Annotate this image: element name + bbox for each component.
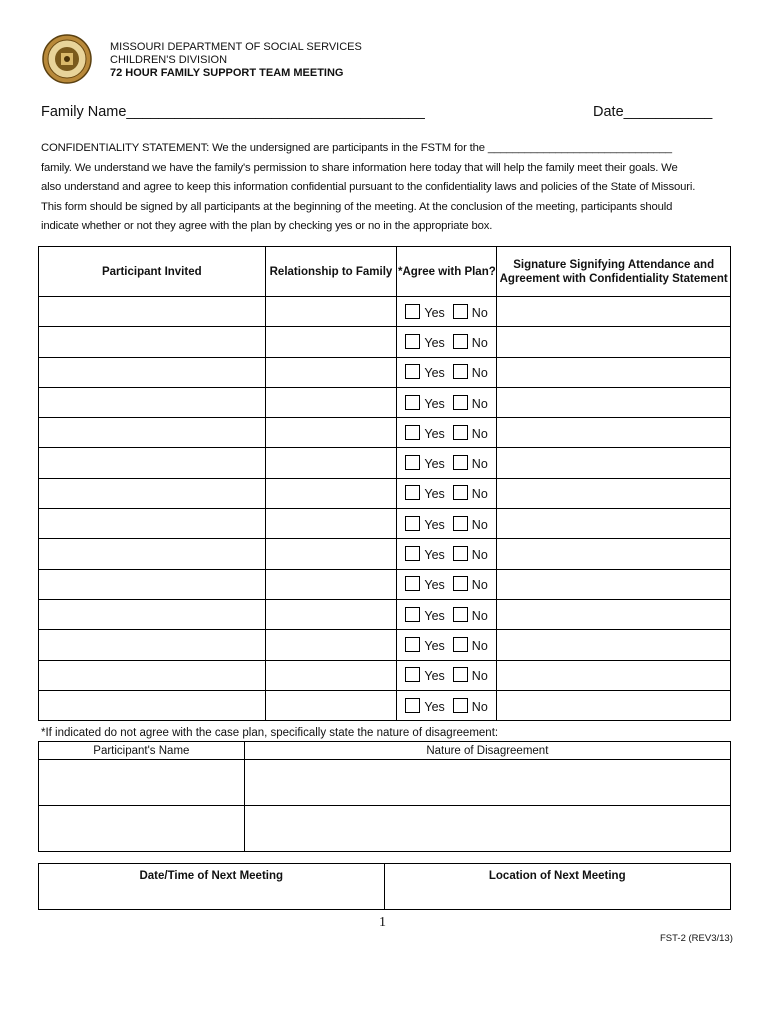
relationship-cell[interactable] xyxy=(265,690,397,720)
participant-cell[interactable] xyxy=(39,660,266,690)
signature-cell[interactable] xyxy=(497,539,731,569)
signature-cell[interactable] xyxy=(497,357,731,387)
no-label: No xyxy=(471,669,488,684)
form-title: 72 HOUR FAMILY SUPPORT TEAM MEETING xyxy=(110,67,344,79)
agree-cell xyxy=(397,448,497,478)
relationship-cell[interactable] xyxy=(265,297,397,327)
no-checkbox[interactable] xyxy=(453,364,468,379)
participant-cell[interactable] xyxy=(39,327,266,357)
agree-cell xyxy=(397,418,497,448)
no-checkbox[interactable] xyxy=(453,546,468,561)
col-relationship-header: Relationship to Family xyxy=(265,247,397,297)
participant-row xyxy=(39,387,731,417)
participant-row xyxy=(39,418,731,448)
yes-label: Yes xyxy=(424,608,445,623)
col-agree-header: *Agree with Plan? xyxy=(397,247,497,297)
relationship-cell[interactable] xyxy=(265,630,397,660)
participant-cell[interactable] xyxy=(39,690,266,720)
disagreement-note: *If indicated do not agree with the case plan, specifically state the nature of disagreement: xyxy=(41,727,499,739)
participant-cell[interactable] xyxy=(39,357,266,387)
participant-cell[interactable] xyxy=(39,599,266,629)
yes-label: Yes xyxy=(424,669,445,684)
participants-table xyxy=(38,246,731,721)
agree-cell xyxy=(397,539,497,569)
participant-row xyxy=(39,599,731,629)
next-meeting-table xyxy=(38,863,731,910)
col-nature-header: Nature of Disagreement xyxy=(244,742,730,760)
agree-cell xyxy=(397,297,497,327)
relationship-cell[interactable] xyxy=(265,478,397,508)
participant-row xyxy=(39,690,731,720)
participant-cell[interactable] xyxy=(39,630,266,660)
document-header xyxy=(110,41,362,80)
no-checkbox[interactable] xyxy=(453,576,468,591)
yes-checkbox[interactable] xyxy=(405,667,420,682)
yes-label: Yes xyxy=(424,426,445,441)
participant-cell[interactable] xyxy=(39,448,266,478)
yes-label: Yes xyxy=(424,517,445,532)
date-field[interactable]: Date___________ xyxy=(593,104,713,120)
participant-row xyxy=(39,357,731,387)
participant-cell[interactable] xyxy=(39,478,266,508)
no-label: No xyxy=(471,366,488,381)
no-label: No xyxy=(471,578,488,593)
col-participant-header: Participant Invited xyxy=(39,247,266,297)
agree-cell xyxy=(397,569,497,599)
signature-cell[interactable] xyxy=(497,509,731,539)
participant-row xyxy=(39,630,731,660)
signature-cell[interactable] xyxy=(497,448,731,478)
no-label: No xyxy=(471,487,488,502)
conf-line: family. We understand we have the family's permission to share information here today that will help the family meet their goals. We xyxy=(41,161,678,174)
signature-cell[interactable] xyxy=(497,690,731,720)
yes-label: Yes xyxy=(424,396,445,411)
relationship-cell[interactable] xyxy=(265,357,397,387)
no-label: No xyxy=(471,305,488,320)
yes-checkbox[interactable] xyxy=(405,425,420,440)
yes-label: Yes xyxy=(424,487,445,502)
yes-checkbox[interactable] xyxy=(405,698,420,713)
no-label: No xyxy=(471,699,488,714)
agree-cell xyxy=(397,630,497,660)
no-checkbox[interactable] xyxy=(453,607,468,622)
next-meeting-location-cell[interactable]: Location of Next Meeting xyxy=(384,864,731,910)
no-checkbox[interactable] xyxy=(453,485,468,500)
participant-name-cell[interactable] xyxy=(39,806,245,852)
signature-cell[interactable] xyxy=(497,418,731,448)
nature-cell[interactable] xyxy=(244,760,730,806)
agree-cell xyxy=(397,690,497,720)
no-checkbox[interactable] xyxy=(453,304,468,319)
relationship-cell[interactable] xyxy=(265,660,397,690)
no-label: No xyxy=(471,548,488,563)
no-checkbox[interactable] xyxy=(453,637,468,652)
yes-label: Yes xyxy=(424,699,445,714)
yes-checkbox[interactable] xyxy=(405,546,420,561)
participant-row xyxy=(39,478,731,508)
missouri-seal-logo xyxy=(42,34,92,84)
family-name-field[interactable]: Family Name_____________________________________ xyxy=(41,104,425,120)
yes-checkbox[interactable] xyxy=(405,485,420,500)
yes-label: Yes xyxy=(424,457,445,472)
agree-cell xyxy=(397,387,497,417)
participant-cell[interactable] xyxy=(39,509,266,539)
no-checkbox[interactable] xyxy=(453,667,468,682)
yes-checkbox[interactable] xyxy=(405,364,420,379)
yes-checkbox[interactable] xyxy=(405,304,420,319)
signature-cell[interactable] xyxy=(497,327,731,357)
conf-line: This form should be signed by all participants at the beginning of the meeting. At the conclusion of the meeting, participants should xyxy=(41,200,673,213)
relationship-cell[interactable] xyxy=(265,418,397,448)
col-participant-name-header: Participant's Name xyxy=(39,742,245,760)
no-label: No xyxy=(471,457,488,472)
participant-row xyxy=(39,297,731,327)
conf-line: indicate whether or not they agree with the plan by checking yes or no in the appropriate box. xyxy=(41,220,493,232)
confidentiality-statement xyxy=(41,139,731,237)
no-label: No xyxy=(471,335,488,350)
no-checkbox[interactable] xyxy=(453,516,468,531)
participant-row xyxy=(39,660,731,690)
nature-cell[interactable] xyxy=(244,806,730,852)
yes-checkbox[interactable] xyxy=(405,516,420,531)
yes-checkbox[interactable] xyxy=(405,455,420,470)
participant-cell[interactable] xyxy=(39,539,266,569)
conf-line: CONFIDENTIALITY STATEMENT: We the undersigned are participants in the FSTM for the ______________________________ xyxy=(41,142,672,154)
relationship-cell[interactable] xyxy=(265,509,397,539)
yes-checkbox[interactable] xyxy=(405,395,420,410)
relationship-cell[interactable] xyxy=(265,327,397,357)
no-checkbox[interactable] xyxy=(453,334,468,349)
yes-checkbox[interactable] xyxy=(405,607,420,622)
no-checkbox[interactable] xyxy=(453,395,468,410)
participant-cell[interactable] xyxy=(39,387,266,417)
signature-cell[interactable] xyxy=(497,387,731,417)
no-checkbox[interactable] xyxy=(453,698,468,713)
yes-label: Yes xyxy=(424,366,445,381)
participant-cell[interactable] xyxy=(39,569,266,599)
agree-cell xyxy=(397,509,497,539)
yes-label: Yes xyxy=(424,548,445,563)
relationship-cell[interactable] xyxy=(265,448,397,478)
col-signature-header: Signature Signifying Attendance and Agreement with Confidentiality Statement xyxy=(497,247,731,297)
signature-cell[interactable] xyxy=(497,478,731,508)
page-number: 1 xyxy=(379,915,386,930)
dept-name: MISSOURI DEPARTMENT OF SOCIAL SERVICES xyxy=(110,41,362,53)
agree-cell xyxy=(397,327,497,357)
relationship-cell[interactable] xyxy=(265,599,397,629)
no-checkbox[interactable] xyxy=(453,425,468,440)
form-number: FST-2 (REV3/13) xyxy=(660,933,733,944)
agree-cell xyxy=(397,478,497,508)
yes-label: Yes xyxy=(424,305,445,320)
no-label: No xyxy=(471,426,488,441)
no-label: No xyxy=(471,638,488,653)
conf-line: also understand and agree to keep this information confidential pursuant to the confidentiality laws and policies of the State of Missouri. xyxy=(41,181,696,193)
signature-cell[interactable] xyxy=(497,630,731,660)
relationship-cell[interactable] xyxy=(265,569,397,599)
participant-row xyxy=(39,327,731,357)
yes-checkbox[interactable] xyxy=(405,637,420,652)
relationship-cell[interactable] xyxy=(265,539,397,569)
relationship-cell[interactable] xyxy=(265,387,397,417)
yes-label: Yes xyxy=(424,638,445,653)
agree-cell xyxy=(397,599,497,629)
yes-checkbox[interactable] xyxy=(405,334,420,349)
participant-row xyxy=(39,448,731,478)
signature-cell[interactable] xyxy=(497,297,731,327)
participant-row xyxy=(39,539,731,569)
agree-cell xyxy=(397,357,497,387)
participant-cell[interactable] xyxy=(39,418,266,448)
agree-cell xyxy=(397,660,497,690)
participant-cell[interactable] xyxy=(39,297,266,327)
no-label: No xyxy=(471,608,488,623)
no-label: No xyxy=(471,517,488,532)
participant-row xyxy=(39,569,731,599)
participant-row xyxy=(39,509,731,539)
participant-name-cell[interactable] xyxy=(39,760,245,806)
disagreement-table xyxy=(38,741,731,852)
no-label: No xyxy=(471,396,488,411)
signature-cell[interactable] xyxy=(497,599,731,629)
next-meeting-date-cell[interactable]: Date/Time of Next Meeting xyxy=(39,864,385,910)
signature-cell[interactable] xyxy=(497,569,731,599)
signature-cell[interactable] xyxy=(497,660,731,690)
no-checkbox[interactable] xyxy=(453,455,468,470)
yes-checkbox[interactable] xyxy=(405,576,420,591)
division-name: CHILDREN'S DIVISION xyxy=(110,54,228,66)
yes-label: Yes xyxy=(424,335,445,350)
yes-label: Yes xyxy=(424,578,445,593)
